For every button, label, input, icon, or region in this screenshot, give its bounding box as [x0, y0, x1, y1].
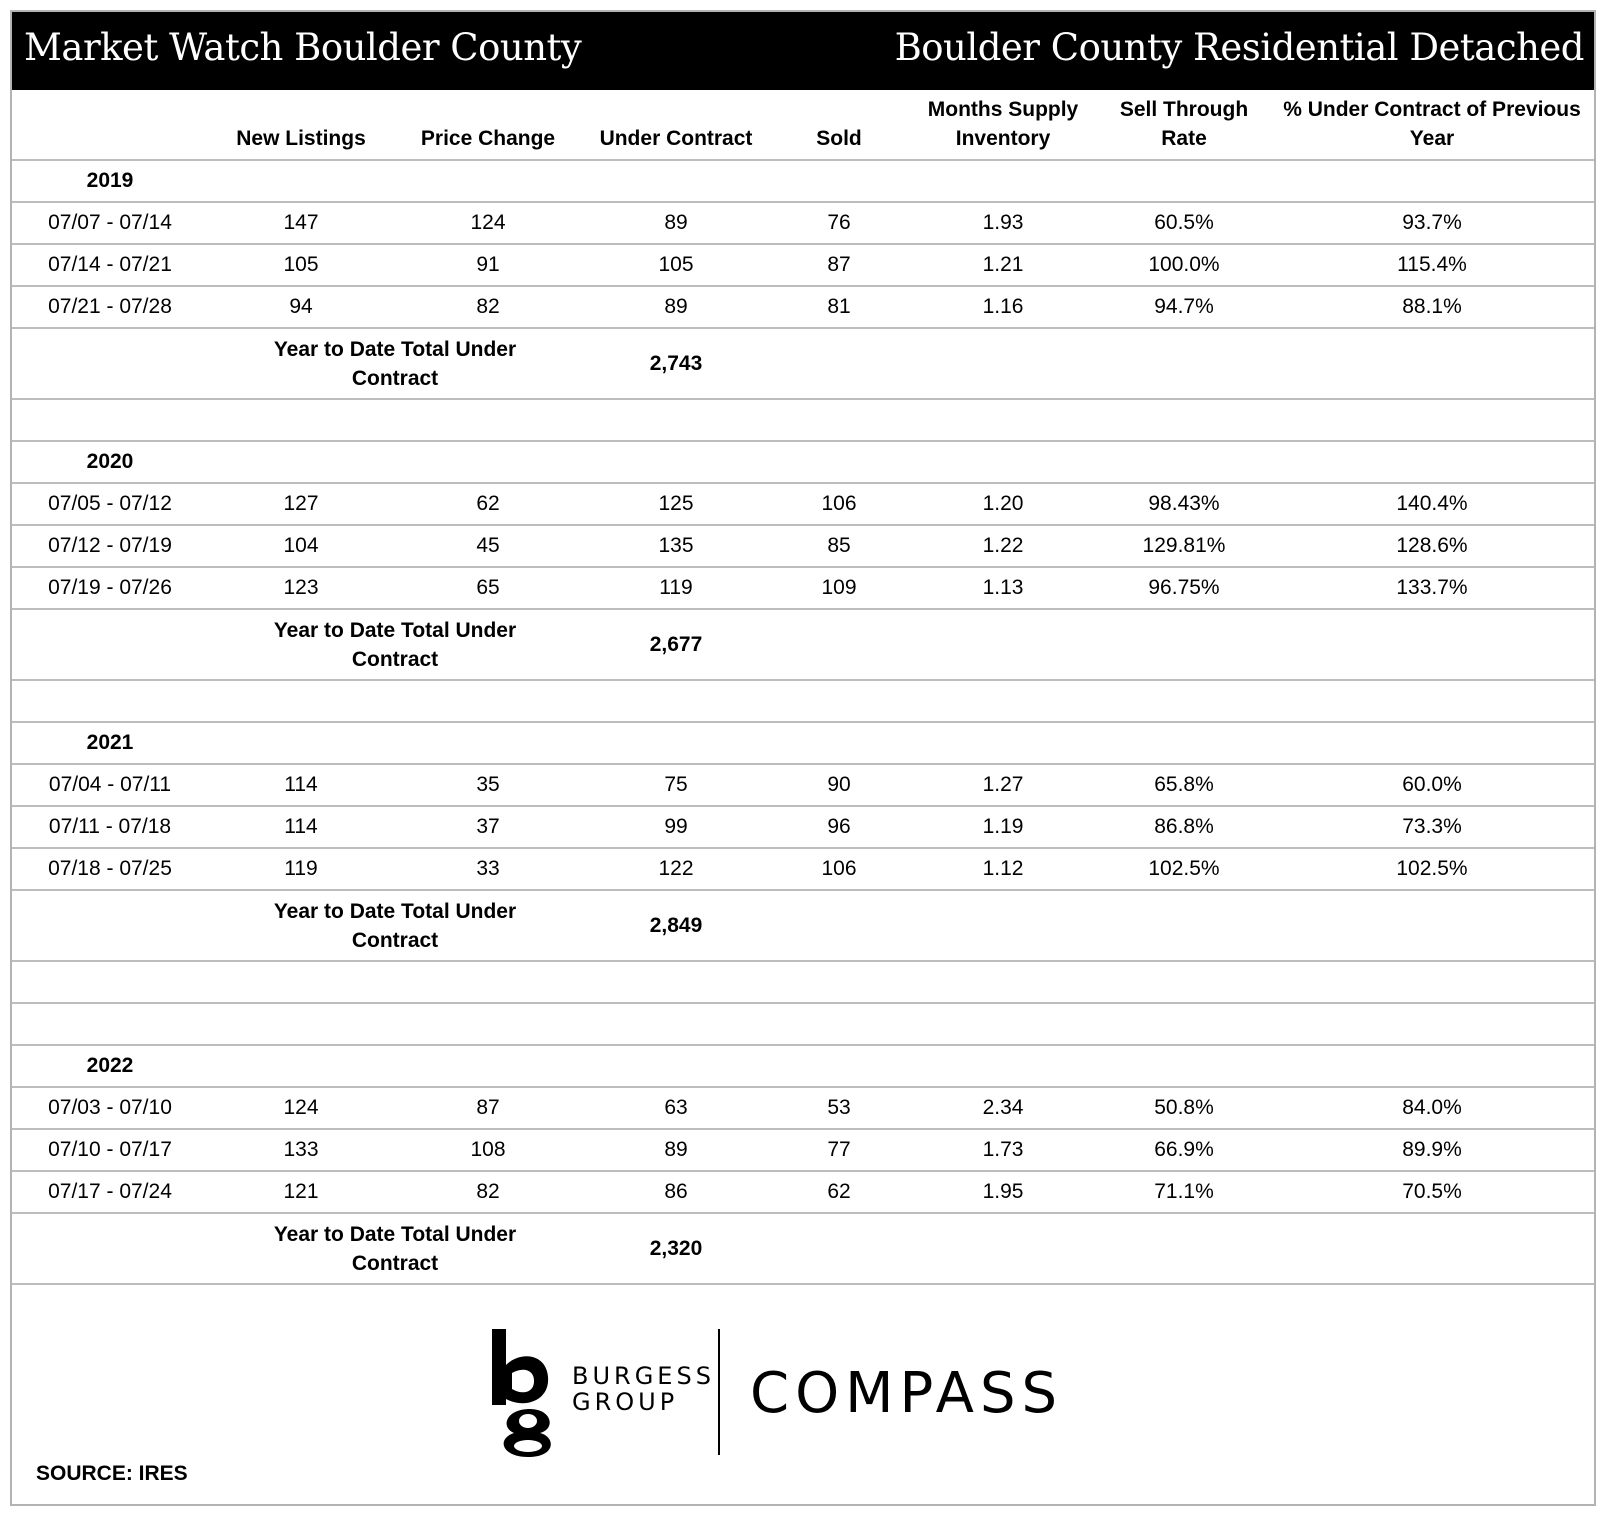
report-subtitle: Boulder County Residential Detached — [894, 26, 1584, 69]
value-cell: 87 — [476, 1096, 500, 1119]
date-range-cell: 07/21 - 07/28 — [48, 295, 172, 318]
ytd-total: 2,677 — [649, 633, 703, 656]
table-body — [12, 160, 1594, 1284]
value-cell: 53 — [827, 1096, 851, 1119]
ytd-label — [208, 328, 582, 399]
value-cell: 121 — [283, 1180, 319, 1203]
value-cell: 109 — [821, 576, 857, 599]
table-row — [12, 244, 1594, 286]
value-cell: 77 — [827, 1138, 851, 1161]
value-cell: 82 — [476, 295, 500, 318]
value-cell: 124 — [283, 1096, 319, 1119]
column-header-4: Sold — [816, 127, 862, 150]
table-header-row — [12, 90, 1594, 160]
value-cell: 73.3% — [1402, 815, 1462, 838]
value-cell: 50.8% — [1154, 1096, 1214, 1119]
value-cell: 65 — [476, 576, 500, 599]
date-range-cell: 07/17 - 07/24 — [48, 1180, 172, 1203]
ytd-label-text: Year to Date Total Under Contract — [273, 1222, 517, 1275]
spacer-row — [12, 680, 1594, 722]
ytd-empty-cell — [12, 328, 208, 399]
date-range-cell: 07/12 - 07/19 — [48, 534, 172, 557]
value-cell: 62 — [827, 1180, 851, 1203]
table-row — [12, 567, 1594, 609]
year-label: 2020 — [86, 450, 134, 473]
table-row — [12, 848, 1594, 890]
report-frame — [10, 10, 1596, 1506]
ytd-empty-cell — [12, 609, 208, 680]
spacer-row — [12, 1003, 1594, 1045]
column-header-6: Sell Through Rate — [1119, 98, 1249, 150]
spacer-row — [12, 961, 1594, 1003]
year-row — [12, 1045, 1594, 1087]
date-range-cell: 07/04 - 07/11 — [48, 773, 172, 796]
value-cell: 2.34 — [982, 1096, 1024, 1119]
year-row — [12, 722, 1594, 764]
value-cell: 89 — [664, 295, 688, 318]
value-cell: 87 — [827, 253, 851, 276]
value-cell: 1.16 — [982, 295, 1024, 318]
date-range-cell: 07/19 - 07/26 — [48, 576, 172, 599]
value-cell: 147 — [283, 211, 319, 234]
value-cell: 122 — [658, 857, 694, 880]
value-cell: 1.21 — [982, 253, 1024, 276]
value-cell: 114 — [284, 773, 318, 796]
value-cell: 129.81% — [1142, 534, 1226, 557]
value-cell: 76 — [827, 211, 851, 234]
value-cell: 1.27 — [982, 773, 1024, 796]
burgess-line2: GROUP — [572, 1388, 679, 1416]
date-range-cell: 07/10 - 07/17 — [48, 1138, 172, 1161]
value-cell: 93.7% — [1402, 211, 1462, 234]
column-header-2: Price Change — [420, 127, 556, 150]
ytd-row-fill — [770, 1213, 1594, 1284]
source-note: SOURCE: IRES — [36, 1462, 188, 1485]
table-row — [12, 483, 1594, 525]
year-row-fill — [208, 722, 1594, 764]
date-range-cell: 07/05 - 07/12 — [48, 492, 172, 515]
column-header-7: % Under Contract of Previous Year — [1283, 98, 1581, 150]
value-cell: 86.8% — [1154, 815, 1214, 838]
value-cell: 60.5% — [1154, 211, 1214, 234]
value-cell: 106 — [821, 492, 857, 515]
ytd-row-fill — [770, 328, 1594, 399]
value-cell: 94.7% — [1154, 295, 1214, 318]
ytd-label-text: Year to Date Total Under Contract — [273, 337, 517, 390]
value-cell: 63 — [664, 1096, 688, 1119]
value-cell: 82 — [476, 1180, 500, 1203]
value-cell: 1.95 — [982, 1180, 1024, 1203]
value-cell: 91 — [476, 253, 500, 276]
footer — [12, 1299, 1594, 1504]
date-range-cell: 07/03 - 07/10 — [48, 1096, 172, 1119]
value-cell: 75 — [664, 773, 688, 796]
ytd-total: 2,743 — [649, 352, 703, 375]
value-cell: 81 — [827, 295, 851, 318]
value-cell: 85 — [827, 534, 851, 557]
ytd-total: 2,849 — [649, 914, 703, 937]
table-row — [12, 764, 1594, 806]
value-cell: 1.73 — [982, 1138, 1024, 1161]
year-label: 2021 — [86, 731, 134, 754]
column-header-0 — [12, 90, 208, 160]
value-cell: 37 — [476, 815, 500, 838]
column-header-1: New Listings — [236, 127, 366, 150]
value-cell: 123 — [283, 576, 319, 599]
value-cell: 33 — [476, 857, 500, 880]
year-row-fill — [208, 160, 1594, 202]
value-cell: 70.5% — [1402, 1180, 1462, 1203]
ytd-label-text: Year to Date Total Under Contract — [273, 618, 517, 671]
value-cell: 115.4% — [1397, 253, 1467, 276]
value-cell: 140.4% — [1396, 492, 1468, 515]
logo-divider — [718, 1329, 720, 1455]
ytd-label — [208, 1213, 582, 1284]
value-cell: 96 — [827, 815, 851, 838]
value-cell: 94 — [289, 295, 313, 318]
spacer-cell — [12, 680, 1594, 722]
spacer-row — [12, 399, 1594, 441]
table-row — [12, 1171, 1594, 1213]
value-cell: 102.5% — [1396, 857, 1468, 880]
ytd-row-fill — [770, 890, 1594, 961]
date-range-cell: 07/14 - 07/21 — [48, 253, 172, 276]
year-row-fill — [208, 441, 1594, 483]
value-cell: 135 — [658, 534, 694, 557]
ytd-row — [12, 890, 1594, 961]
ytd-label — [208, 609, 582, 680]
value-cell: 104 — [283, 534, 319, 557]
value-cell: 105 — [283, 253, 319, 276]
year-row-fill — [208, 1045, 1594, 1087]
table-row — [12, 202, 1594, 244]
table-row — [12, 1129, 1594, 1171]
burgess-group-wordmark — [572, 1363, 715, 1415]
value-cell: 133.7% — [1396, 576, 1468, 599]
value-cell: 89 — [664, 211, 688, 234]
ytd-empty-cell — [12, 1213, 208, 1284]
date-range-cell: 07/18 - 07/25 — [48, 857, 172, 880]
value-cell: 96.75% — [1148, 576, 1220, 599]
table-row — [12, 1087, 1594, 1129]
year-label: 2022 — [86, 1054, 134, 1077]
value-cell: 119 — [659, 576, 693, 599]
value-cell: 102.5% — [1148, 857, 1220, 880]
date-range-cell: 07/11 - 07/18 — [48, 815, 172, 838]
value-cell: 1.93 — [982, 211, 1024, 234]
year-row — [12, 441, 1594, 483]
report-header — [12, 12, 1594, 90]
value-cell: 1.20 — [982, 492, 1024, 515]
value-cell: 65.8% — [1154, 773, 1214, 796]
compass-wordmark: COMPASS — [750, 1361, 1064, 1426]
value-cell: 84.0% — [1402, 1096, 1462, 1119]
value-cell: 86 — [664, 1180, 688, 1203]
value-cell: 99 — [664, 815, 688, 838]
date-range-cell: 07/07 - 07/14 — [48, 211, 172, 234]
year-label: 2019 — [86, 169, 134, 192]
spacer-cell — [12, 399, 1594, 441]
ytd-label-text: Year to Date Total Under Contract — [273, 899, 517, 952]
spacer-cell — [12, 1003, 1594, 1045]
value-cell: 90 — [827, 773, 851, 796]
value-cell: 1.13 — [982, 576, 1024, 599]
market-table — [12, 90, 1594, 1285]
ytd-row — [12, 328, 1594, 399]
value-cell: 124 — [470, 211, 506, 234]
burgess-line1: BURGESS — [572, 1362, 715, 1390]
value-cell: 1.12 — [982, 857, 1024, 880]
value-cell: 45 — [476, 534, 500, 557]
value-cell: 60.0% — [1402, 773, 1462, 796]
value-cell: 125 — [658, 492, 694, 515]
column-header-3: Under Contract — [599, 127, 753, 150]
report-title: Market Watch Boulder County — [24, 26, 582, 69]
value-cell: 108 — [470, 1138, 506, 1161]
value-cell: 71.1% — [1154, 1180, 1214, 1203]
value-cell: 133 — [283, 1138, 319, 1161]
value-cell: 66.9% — [1154, 1138, 1214, 1161]
value-cell: 89.9% — [1402, 1138, 1462, 1161]
value-cell: 88.1% — [1402, 295, 1462, 318]
ytd-total: 2,320 — [649, 1237, 703, 1260]
table-row — [12, 525, 1594, 567]
ytd-row — [12, 1213, 1594, 1284]
value-cell: 100.0% — [1148, 253, 1220, 276]
value-cell: 105 — [658, 253, 694, 276]
ytd-empty-cell — [12, 890, 208, 961]
value-cell: 114 — [284, 815, 318, 838]
year-row — [12, 160, 1594, 202]
value-cell: 119 — [284, 857, 318, 880]
value-cell: 127 — [283, 492, 319, 515]
value-cell: 1.22 — [982, 534, 1024, 557]
value-cell: 106 — [821, 857, 857, 880]
value-cell: 89 — [664, 1138, 688, 1161]
value-cell: 1.19 — [982, 815, 1024, 838]
ytd-row-fill — [770, 609, 1594, 680]
spacer-cell — [12, 961, 1594, 1003]
value-cell: 62 — [476, 492, 500, 515]
column-header-5: Months Supply Inventory — [927, 98, 1079, 150]
burgess-bg-logo — [490, 1329, 562, 1459]
table-row — [12, 806, 1594, 848]
table-row — [12, 286, 1594, 328]
value-cell: 128.6% — [1396, 534, 1468, 557]
ytd-label — [208, 890, 582, 961]
ytd-row — [12, 609, 1594, 680]
value-cell: 98.43% — [1148, 492, 1220, 515]
value-cell: 35 — [476, 773, 500, 796]
